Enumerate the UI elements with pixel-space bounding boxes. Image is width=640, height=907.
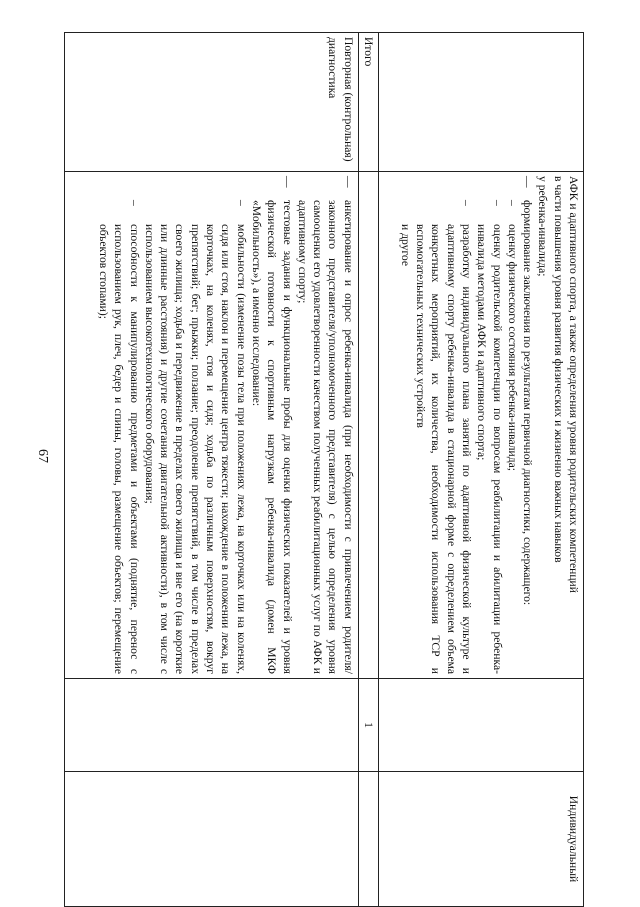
row1-line-2: в части повышения уровня развития физических и жизненно важных навыков — [551, 176, 565, 563]
row1-count-cell — [379, 679, 584, 772]
row1-line-1: АФК и адаптивного спорта, а также определения уровня родительских компетенций — [567, 176, 580, 593]
table-row — [358, 33, 378, 907]
list-subitem — [505, 176, 520, 674]
dash-marker: – — [127, 200, 141, 206]
list-item-text: тестовые задания и функциональные пробы для оценки физических показателей и уровня физической готовности к спортивным нагрузкам ребенка-инвалида (домен МКФ «Мобильность»), а именно исследование: — [249, 200, 294, 674]
list-subitem-text: мобильности (изменение позы тела при положениях лежа, на корточках или на коленях, сидя или стоя, наклон и перемещение центра тяжести; нахождение в положении лежа, на корточках, на коленях, стоя и сидя; ходьба по различным поверхностям, вокруг препятствий; бег; прыжки; ползание; преодоление препятствий, в том числе в пределах своего жилища; ходьба и передвижение в пределах своего жилища и вне его (на короткие или длинные расстояния) и другие сочетания двигательной активности), в том числе с использованием высокотехнологического оборудования; — [142, 224, 248, 674]
dash-marker: — — [280, 176, 294, 188]
table-row — [379, 33, 584, 907]
row3-count-cell — [65, 679, 359, 772]
list-subitem — [142, 176, 249, 674]
row1-form-cell — [379, 772, 584, 907]
dash-marker: — — [521, 176, 535, 188]
rotated-table-container — [64, 32, 584, 883]
list-item-text: формирование заключения по результатам первичной диагностики, содержащего: — [521, 200, 535, 606]
total-count-cell: 1 — [358, 679, 378, 772]
list-subitem-text: способности к манипулированию предметами и объектами (поднятие, перенос с использованием рук, плеч, бедер и спины, головы, размещение объектов; перемещение объектов стопами); — [96, 224, 141, 674]
dash-marker: – — [505, 200, 519, 206]
list-subitem-text: оценку физического состояния ребенка-инвалида; — [505, 224, 519, 472]
list-subitem-text: и другое — [398, 224, 412, 266]
list-subitem — [474, 176, 505, 674]
row1-content-cell — [379, 172, 584, 679]
service-form-label: Индивидуальный — [567, 795, 580, 883]
total-form-cell — [358, 772, 378, 907]
list-subitem — [413, 176, 474, 674]
list-item — [249, 176, 295, 674]
dash-marker: — — [341, 176, 355, 188]
list-subitem — [397, 176, 412, 674]
list-item — [520, 176, 535, 674]
page-number: 67 — [35, 449, 50, 463]
services-table — [64, 32, 584, 907]
row3-form-cell — [65, 772, 359, 907]
list-item — [295, 176, 356, 674]
row1-line-3: у ребенка-инвалида; — [536, 176, 550, 277]
dash-marker — [397, 200, 412, 224]
row1-col1-cell — [379, 33, 584, 172]
row3-content-cell — [65, 172, 359, 679]
list-subitem — [96, 176, 142, 674]
list-item-text: анкетирование и опрос ребенка-инвалида (при необходимости с привлечением родителя/законного представителя/уполномоченного представителя) с целью определения уровня самооценки его удовлетворенности качеством полученных реабилитационных услуг по АФК и адаптивному спорту; — [295, 200, 355, 674]
total-label-cell: Итого — [358, 33, 378, 172]
list-subitem-text: оценку родительской компетенции по вопросам реабилитации и абилитации ребенка-инвалида методами АФК и адаптивного спорта; — [475, 224, 504, 674]
table-row — [65, 33, 359, 907]
dash-marker: – — [234, 200, 248, 206]
repeat-diagnostics-label-cell: Повторная (контрольная) диагностика — [65, 33, 359, 172]
total-content-cell — [358, 172, 378, 679]
list-subitem-text: разработку индивидуального плана занятий по адаптивной физической культуре и адаптивному спорту ребенка-инвалида в стационарной форме с определением объема конкретных мероприятий, их количества, необходимости использования ТСР и вспомогательных технических устройств — [414, 224, 473, 674]
dash-marker: – — [490, 200, 504, 206]
dash-marker: – — [459, 200, 473, 206]
